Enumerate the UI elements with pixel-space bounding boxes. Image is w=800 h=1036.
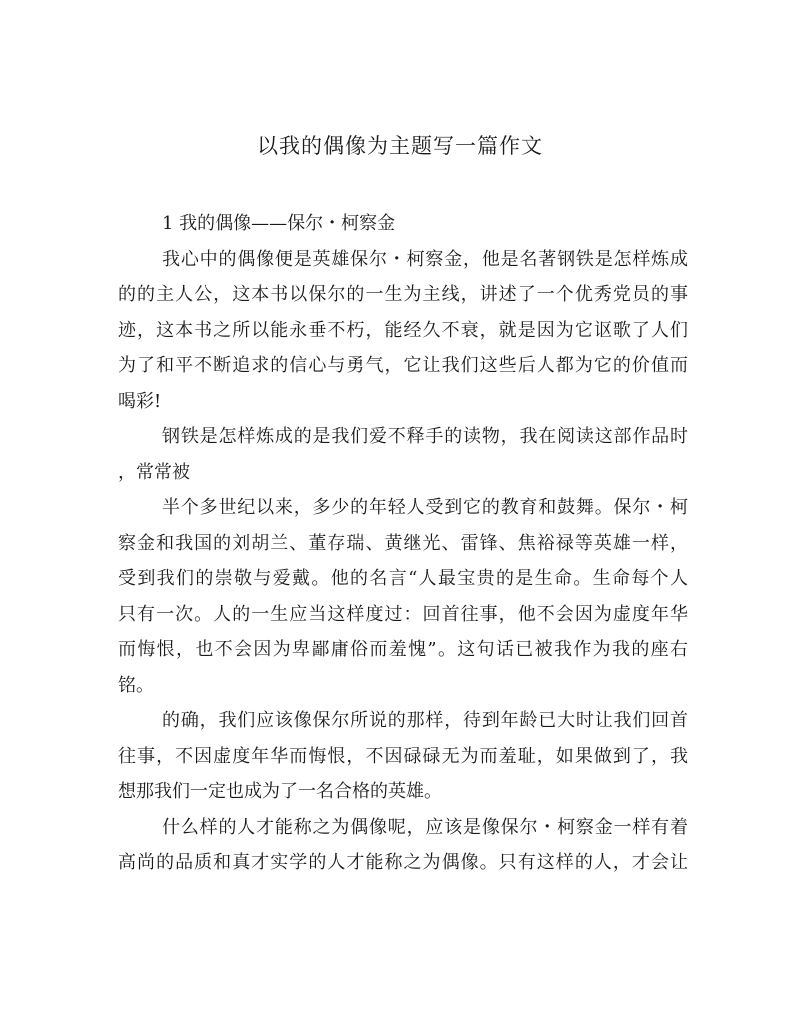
paragraph-line: 只有一次。人的一生应当这样度过：回首往事，他不会因为虚度年华 [118, 603, 688, 625]
paragraph-line: 什么样的人才能称之为偶像呢，应该是像保尔・柯察金一样有着 [162, 816, 688, 838]
paragraph-line: 为了和平不断追求的信心与勇气，它让我们这些后人都为它的价值而 [118, 355, 688, 376]
document-body [118, 206, 688, 881]
document-title: 以我的偶像为主题写一篇作文 [257, 134, 543, 158]
paragraph-line: 高尚的品质和真才实学的人才能称之为偶像。只有这样的人，才会让 [118, 852, 688, 873]
paragraph-line: 喝彩! [118, 390, 162, 412]
paragraph-line: 钢铁是怎样炼成的是我们爱不释手的读物，我在阅读这部作品时 [162, 426, 688, 447]
paragraph-line: 的的主人公，这本书以保尔的一生为主线，讲述了一个优秀党员的事 [118, 284, 688, 305]
paragraph-line: 受到我们的崇敬与爱戴。他的名言“人最宝贵的是生命。生命每个人 [118, 568, 688, 589]
paragraph-line: ，常常被 [118, 461, 190, 483]
paragraph-line: 我心中的偶像便是英雄保尔・柯察金，他是名著钢铁是怎样炼成 [162, 248, 688, 270]
paragraph-line: 察金和我国的刘胡兰、董存瑞、黄继光、雷锋、焦裕禄等英雄一样， [118, 532, 688, 554]
paragraph-line: 铭。 [118, 674, 154, 696]
paragraph-line: 想那我们一定也成为了一名合格的英雄。 [118, 781, 442, 802]
paragraph-line: 的确，我们应该像保尔所说的那样，待到年龄已大时让我们回首 [162, 710, 688, 731]
paragraph-line: 往事，不因虚度年华而悔恨，不因碌碌无为而羞耻，如果做到了，我 [118, 745, 688, 767]
paragraph-line: 迹，这本书之所以能永垂不朽，能经久不衰，就是因为它讴歌了人们 [118, 319, 688, 341]
paragraph-line: 而悔恨，也不会因为卑鄙庸俗而羞愧”。这句话已被我作为我的座右 [118, 639, 688, 660]
paragraph-line: 半个多世纪以来，多少的年轻人受到它的教育和鼓舞。保尔・柯 [162, 497, 688, 518]
section-heading: 1 我的偶像——保尔・柯察金 [162, 213, 396, 234]
